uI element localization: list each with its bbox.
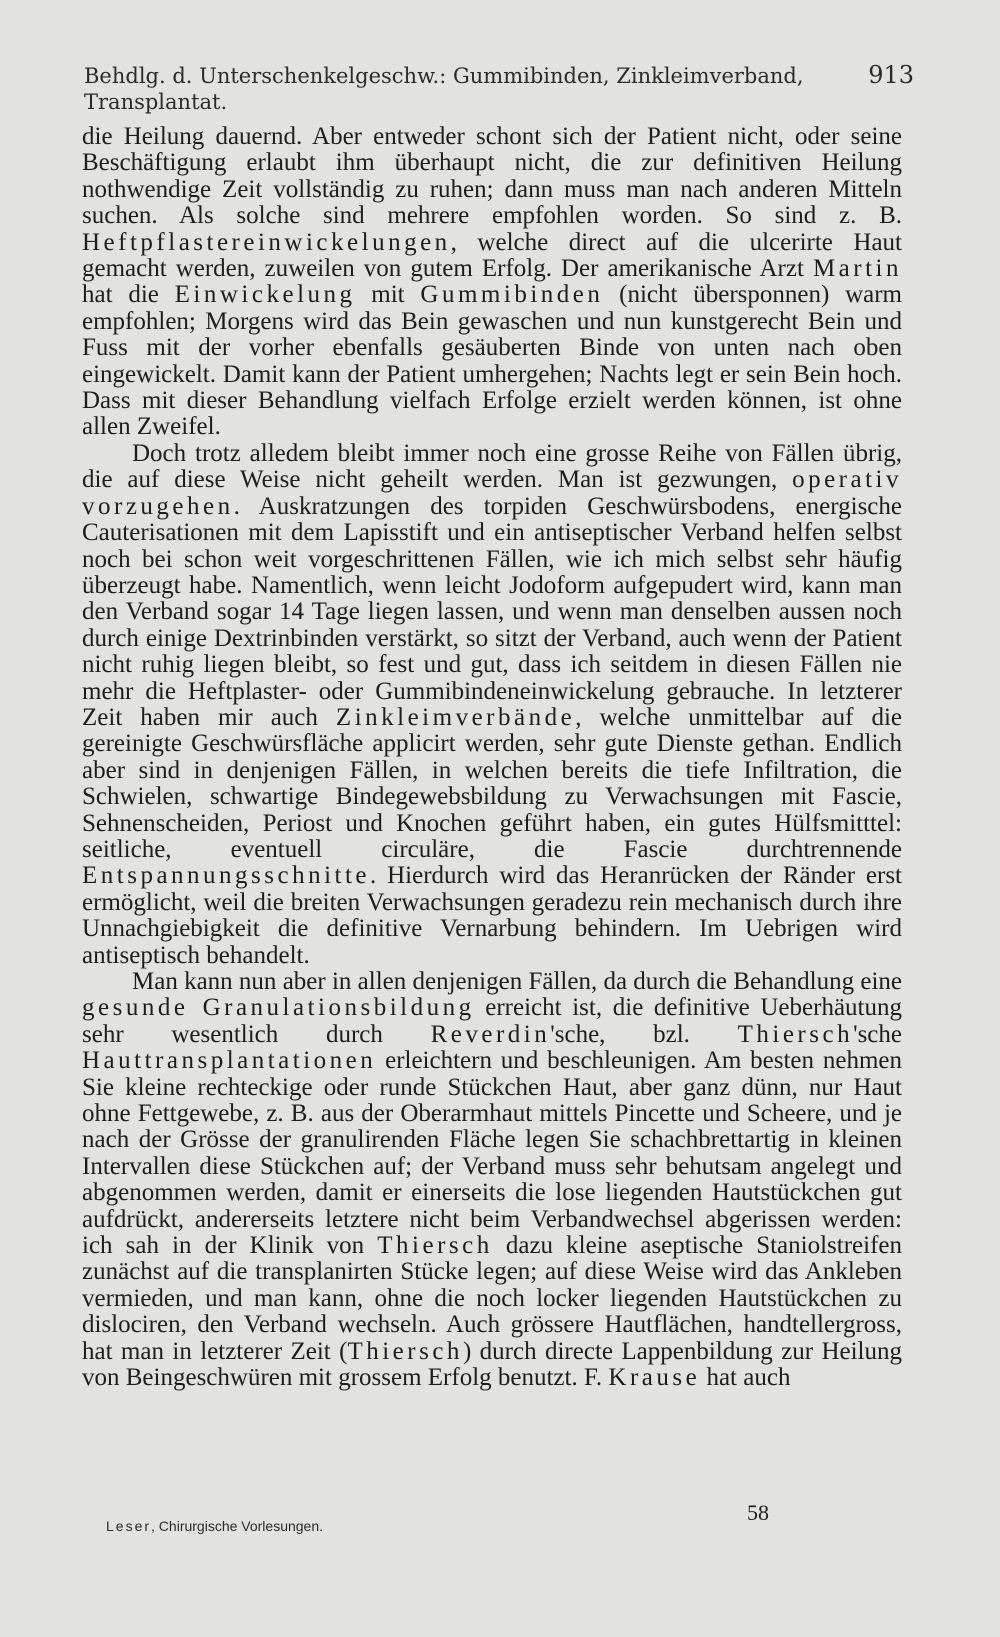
spaced-name: Krause: [608, 1364, 701, 1392]
signature-number: 58: [747, 1500, 769, 1525]
text-run: , welche unmittelbar auf die gereinigte Geschwürsfläche applicirt werden, sehr gute Dienste gethan. Endlich aber sind in denjenigen Fällen, in welchen bereits die tiefe Infiltration, die Schwielen, schwartige Bindegewebsbildung zu Verwachsungen mit Fascie, Sehnenscheiden, Periost und Knochen geführt haben, ein gutes Hülfsmitttel: seitliche, eventuell circuläre, die Fascie durchtrennende: [82, 703, 902, 863]
text-run: Doch trotz alledem bleibt immer noch eine grosse Reihe von Fällen übrig, die auf diese Weise nicht geheilt werden. Man ist gezwungen,: [82, 439, 902, 494]
spaced-name: Thiersch: [377, 1232, 493, 1260]
text-run: . Hierdurch wird das Heranrücken der Ränder erst ermöglicht, weil die breiten Verwachsungen geradezu rein mechanisch durch ihre Unnachgiebigkeit die definitive Vernarbung behindern. Im Uebrigen wird antiseptisch behandelt.: [82, 862, 902, 969]
text-run: die Heilung dauernd. Aber entweder schont sich der Patient nicht, oder seine Beschäftigung erlaubt ihm überhaupt nicht, die zur definitiven Heilung nothwendige Zeit vollständig zu ruhen; dann muss man nach anderen Mitteln suchen. Als solche sind mehrere empfohlen worden. So sind z. B.: [82, 123, 902, 230]
text-run: ) durch directe Lappenbildung zur Heilung von Beingeschwüren mit grossem Erfolg benutzt. F.: [82, 1337, 902, 1392]
spaced-name: Martin: [812, 255, 902, 283]
body-text: [82, 124, 902, 1392]
spaced-term: operativ vorzugehen: [82, 466, 902, 520]
footer-title: , Chirurgische Vorlesungen.: [151, 1518, 324, 1534]
spaced-term: Entspannungsschnitte: [82, 862, 371, 890]
spaced-name: Thiersch: [347, 1337, 463, 1365]
text-run: hat auch: [700, 1364, 791, 1392]
spaced-term: Einwickelung: [174, 281, 356, 309]
running-title: Behdlg. d. Unterschenkelgeschw.: Gummibinden, Zinkleimverband, Transplantat.: [84, 64, 804, 114]
footer-author: Leser: [106, 1518, 152, 1534]
text-run: erreicht ist, die definitive Ueberhäutung sehr wesentlich durch: [82, 994, 902, 1048]
page-number: 913: [868, 61, 914, 89]
spaced-term: Hauttransplantationen: [82, 1047, 377, 1075]
text-run: , welche direct auf die ulcerirte Haut gemacht werden, zuweilen von gutem Erfolg. Der amerikanische Arzt: [82, 228, 902, 283]
page-header: [84, 62, 914, 115]
paragraph-2: [82, 441, 902, 969]
text-run: erleichtern und beschleunigen. Am besten nehmen Sie kleine rechteckige oder runde Stückchen Haut, aber ganz dünn, nur Haut ohne Fettgewebe, z. B. aus der Oberarmhaut mittels Pincette und Scheere, und je nach der Grösse der granulirenden Fläche legen Sie schachbrettartig in kleinen Intervallen diese Stückchen auf; der Verband muss sehr behutsam angelegt und abgenommen werden, damit er einerseits die lose liegenden Hautstückchen gut aufdrückt, andererseits letztere nicht beim Verbandwechsel abgerissen werden: ich sah in der Klinik von: [82, 1047, 902, 1260]
text-run: 'sche: [853, 1020, 903, 1048]
spaced-term: Heftpflastereinwickelungen: [82, 228, 451, 256]
spaced-term: gesunde Granulationsbildung: [82, 994, 475, 1022]
paragraph-3: [82, 969, 902, 1392]
spaced-name: Reverdin: [430, 1020, 551, 1048]
text-run: (nicht übersponnen) warm empfohlen; Morgens wird das Bein gewaschen und nun kunstgerecht Bein und Fuss mit der vorher ebenfalls gesäuberten Binde von unten nach oben eingewickelt. Damit kann der Patient umhergehen; Nachts legt er sein Bein hoch. Dass mit dieser Behandlung vielfach Erfolge erzielt werden können, ist ohne allen Zweifel.: [82, 281, 903, 441]
text-run: hat die: [82, 281, 175, 309]
text-run: 'sche, bzl.: [550, 1020, 738, 1048]
text-run: dazu kleine aseptische Staniolstreifen zunächst auf die transplanirten Stücke legen; auf diese Weise wird das Ankleben vermieden, und man kann, ohne die noch locker liegenden Hautstückchen zu dislociren, den Verband wechseln. Auch grössere Hautflächen, handtellergross, hat man in letzterer Zeit (: [82, 1232, 902, 1365]
paragraph-1: [82, 124, 902, 441]
spaced-term: Gummibinden: [420, 281, 604, 309]
spaced-term: Zinkleimverbände: [335, 703, 576, 731]
spaced-name: Thiersch: [737, 1020, 854, 1048]
text-run: . Auskratzungen des torpiden Geschwürsbodens, energische Cauterisationen mit dem Lapisstift und ein antiseptischer Verband helfen selbst noch bei schon weit vorgeschrittenen Fällen, wie ich mich selbst sehr häufig überzeugt habe. Namentlich, wenn leicht Jodoform aufgepudert wird, kann man den Verband sogar 14 Tage liegen lassen, und wenn man denselben aussen noch durch einige Dextrinbinden verstärkt, so sitzt der Verband, auch wenn der Patient nicht ruhig liegen bleibt, so fest und gut, dass ich seitdem in diesen Fällen nie mehr die Heftplaster- oder Gummibindeneinwickelung gebrauche. In letzterer Zeit haben mir auch: [82, 492, 902, 731]
text-run: mit: [355, 281, 421, 309]
page-footer: [106, 1518, 323, 1534]
text-run: Man kann nun aber in allen denjenigen Fällen, da durch die Behandlung eine: [132, 968, 902, 995]
